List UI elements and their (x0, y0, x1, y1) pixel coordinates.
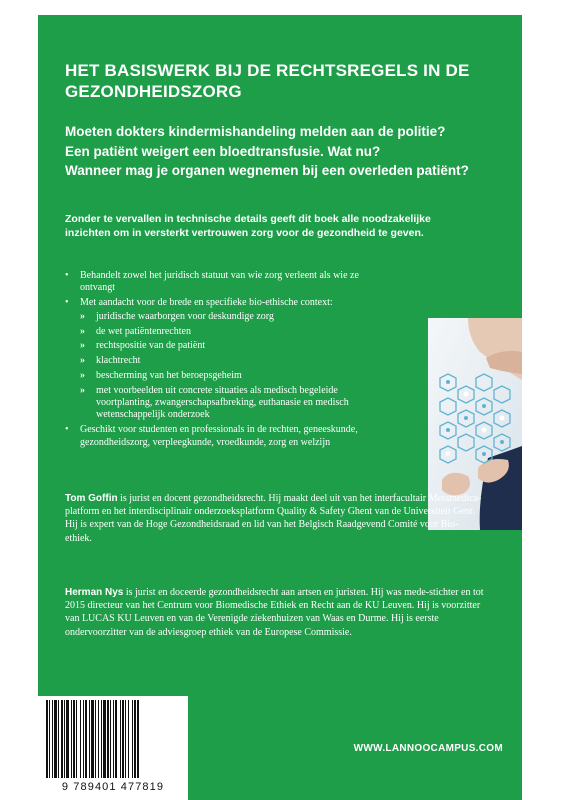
feature-item-label: Met aandacht voor de brede en specifieke bio-ethische context: (80, 296, 333, 308)
topic-item: » rechtspositie van de patiënt (80, 340, 385, 352)
topic-item: » bescherming van het beroepsgeheim (80, 370, 385, 382)
question-2: Een patiënt weigert een bloedtransfusie. Wat nu? (65, 144, 381, 159)
barcode-bar (89, 700, 90, 778)
barcode-bar (103, 700, 106, 778)
barcode-bar (113, 700, 114, 778)
barcode-bar (64, 700, 65, 778)
barcode-bar (134, 700, 136, 778)
author-bio-text: is jurist en doceerde gezondheidsrecht aan artsen en juristen. Hij was mede-stichter en tot 2015 directeur van het Centrum voor Biomedische Ethiek en Recht aan de KU Leuven. Hij is voorzitter van LUCAS KU Leuven en van de Verenigde ziekenhuizen van Waas en Durme. Hij is eerste ondervoorzitter van de adviesgroep ethiek van de Europese Commissie. (65, 587, 484, 638)
barcode-bar (125, 700, 126, 778)
author-bio-nys (65, 586, 485, 639)
barcode-bar (95, 700, 96, 778)
publisher-url: WWW.LANNOOCAMPUS.COM (353, 743, 503, 754)
barcode-bar (52, 700, 53, 778)
barcode-bar (61, 700, 63, 778)
author-bio-text: is jurist en docent gezondheidsrecht. Hij maakt deel uit van het interfacultair Metamedica-platform en het interdisciplinair onderzoeksplatform Quality & Safety Ghent van de Universiteit Gent. Hij is expert van de Hoge Gezondheidsraad en lid van het Belgisch Raadgevend Comité voor Bio-ethiek. (65, 493, 482, 544)
barcode-bar (85, 700, 87, 778)
feature-item (65, 297, 385, 422)
barcode-bar (137, 700, 139, 778)
barcode-bar (49, 700, 50, 778)
barcode-bar (71, 700, 72, 778)
topic-item: » de wet patiëntenrechten (80, 326, 385, 338)
barcode-bar (115, 700, 117, 778)
question-1: Moeten dokters kindermishandeling melden aan de politie? (65, 124, 446, 139)
barcode-bar (98, 700, 99, 778)
barcode-bar (83, 700, 84, 778)
barcode-bar (73, 700, 75, 778)
feature-list (65, 270, 385, 451)
barcode-bar (58, 700, 59, 778)
topic-list (80, 311, 385, 422)
barcode-bar (80, 700, 81, 778)
barcode (38, 696, 188, 800)
feature-item: • Behandelt zowel het juridisch statuut van wie zorg verleent als wie ze ontvangt (65, 270, 385, 295)
barcode-bar (76, 700, 77, 778)
topic-item: » klachtrecht (80, 355, 385, 367)
feature-item: • Geschikt voor studenten en professionals in de rechten, geneeskunde, gezondheidszorg, verpleegkunde, vroedkunde, zorg en welzijn (65, 424, 385, 449)
author-name: Tom Goffin (65, 493, 118, 504)
barcode-bar (46, 700, 48, 778)
question-3: Wanneer mag je organen wegnemen bij een overleden patiënt? (65, 163, 469, 178)
isbn-number: 9 789401 477819 (61, 781, 165, 793)
topic-item: » met voorbeelden uit concrete situaties als medisch begeleide voortplanting, zwangerschapsafbreking, euthanasie en medisch wetenschappelijk onderzoek (80, 385, 385, 422)
barcode-bar (66, 700, 69, 778)
barcode-bars (38, 696, 188, 780)
barcode-bar (101, 700, 102, 778)
barcode-bar (122, 700, 124, 778)
barcode-bar (54, 700, 57, 778)
author-name: Herman Nys (65, 587, 124, 598)
barcode-bar (110, 700, 111, 778)
barcode-bar (91, 700, 94, 778)
barcode-bar (132, 700, 133, 778)
topic-item: » juridische waarborgen voor deskundige zorg (80, 311, 385, 323)
author-bio-goffin (65, 492, 485, 545)
cover-title: HET BASISWERK BIJ DE RECHTSREGELS IN DE GEZONDHEIDSZORG (65, 61, 470, 101)
intro-paragraph: Zonder te vervallen in technische details geeft dit boek alle noodzakelijke inzichten om in versterkt vertrouwen zorg voor de gezondheid te geven. (65, 213, 431, 239)
barcode-bar (128, 700, 129, 778)
barcode-bar (107, 700, 109, 778)
barcode-bar (120, 700, 121, 778)
